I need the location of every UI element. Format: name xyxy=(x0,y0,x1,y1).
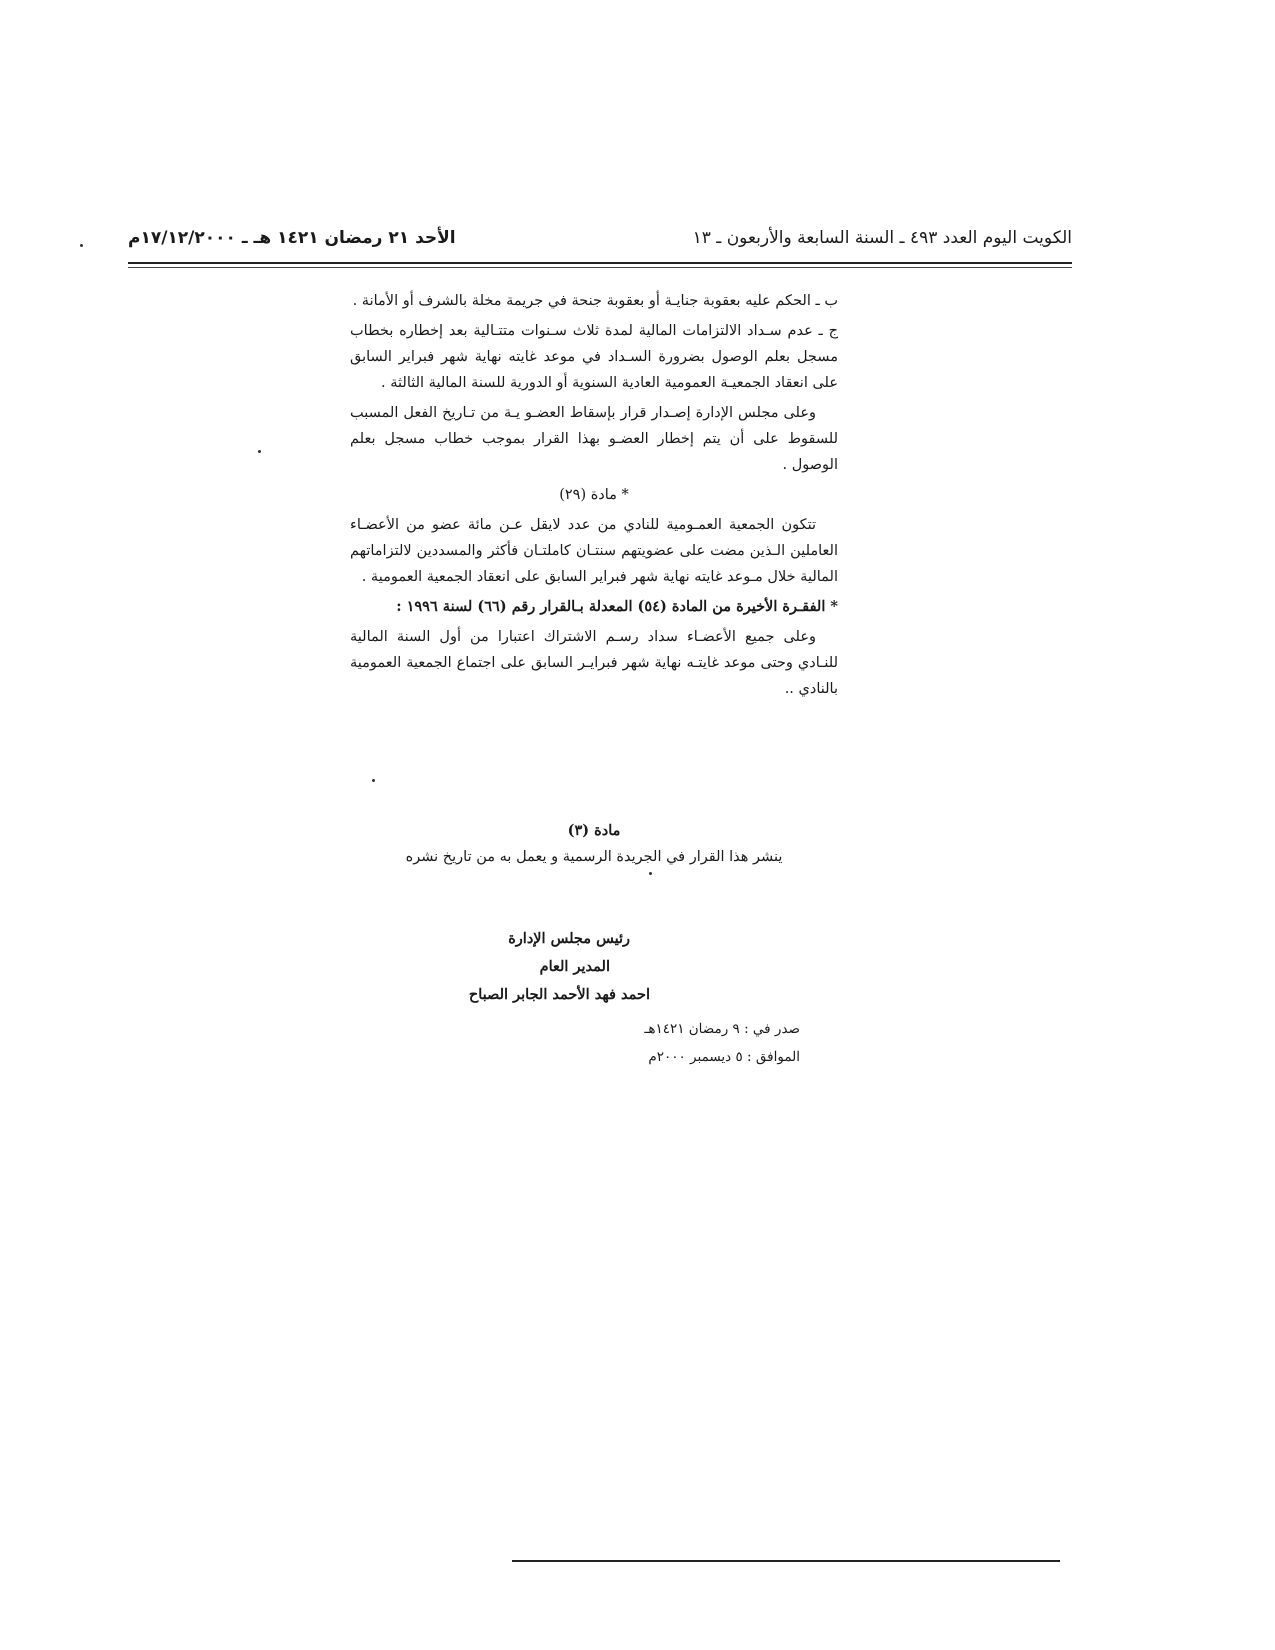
article-3-heading: مادة (٣) xyxy=(567,822,621,839)
issued-date-hijri: صدر في : ٩ رمضان ١٤٢١هـ xyxy=(644,1021,800,1037)
signatory-title-chairman: رئيس مجلس الإدارة xyxy=(508,930,630,947)
article-29-text: تتكون الجمعية العمـومية للنادي من عدد لايقل عـن مائة عضو من الأعضـاء العاملين الـذين مضت على عضويتهم سنتـان كاملتـان فأكثر والمسددين لالتزاماتهم المالية خلال مـوعد غايته نهاية شهر فبراير السابق على انعقاد الجمعية العمومية . xyxy=(350,517,838,585)
scan-speck xyxy=(258,450,261,453)
signatory-title-director: المدير العام xyxy=(539,958,610,975)
signature-block xyxy=(380,925,800,1071)
footer-rule xyxy=(512,1560,1060,1562)
scan-speck xyxy=(372,779,375,782)
clause-c: ج ـ عدم سـداد الالتزامات المالية لمدة ثلاث سـنوات متتـالية بعد إخطاره بخطاب مسجل بعلم الوصول بضرورة السـداد في موعد غايته نهاية شهر فبراير السابق على انعقاد الجمعيـة العمومية العادية السنوية أو الدورية للسنة المالية الثالثة . xyxy=(350,323,838,391)
header-rule xyxy=(128,262,1072,264)
issued-date-gregorian: الموافق : ٥ ديسمبر ٢٠٠٠م xyxy=(648,1049,800,1065)
signatory-name: احمد فهد الأحمد الجابر الصباح xyxy=(468,986,650,1003)
board-obligation-paragraph: وعلى مجلس الإدارة إصـدار قرار بإسقاط العضـو يـة من تـاريخ الفعل المسبب للسقوط على أن يتم إخطار العضـو بهذا القرار بموجب خطاب مسجل بعلم الوصول . xyxy=(350,405,838,473)
header-rule-thin xyxy=(128,267,1072,268)
header-publication-info: الكويت اليوم العدد ٤٩٣ ـ السنة السابعة والأربعون ـ ١٣ xyxy=(692,228,1072,248)
article-54-text: وعلى جميع الأعضـاء سداد رسـم الاشتراك اعتبارا من أول السنة المالية للنـادي وحتى موعد غايتـه نهاية شهر فبرايـر السابق على اجتماع الجمعية العمومية بالنادي .. xyxy=(350,629,838,697)
body-text xyxy=(350,288,838,706)
article-3 xyxy=(350,818,838,870)
article-3-text: ينشر هذا القرار في الجريدة الرسمية و يعمل به من تاريخ نشره xyxy=(405,849,783,865)
page-header xyxy=(128,228,1072,258)
article-54-amendment-heading: * الفقـرة الأخيرة من المادة (٥٤) المعدلة بـالقرار رقم (٦٦) لسنة ١٩٩٦ : xyxy=(396,598,838,615)
header-date: الأحد ٢١ رمضان ١٤٢١ هـ ـ ١٧/١٢/٢٠٠٠م xyxy=(128,228,456,248)
scan-speck xyxy=(649,872,652,875)
article-29-heading: * مادة (٢٩) xyxy=(559,487,629,503)
clause-b: ب ـ الحكم عليه بعقوبة جنايـة أو بعقوبة جنحة في جريمة مخلة بالشرف أو الأمانة . xyxy=(352,293,838,309)
scan-speck xyxy=(80,244,83,247)
